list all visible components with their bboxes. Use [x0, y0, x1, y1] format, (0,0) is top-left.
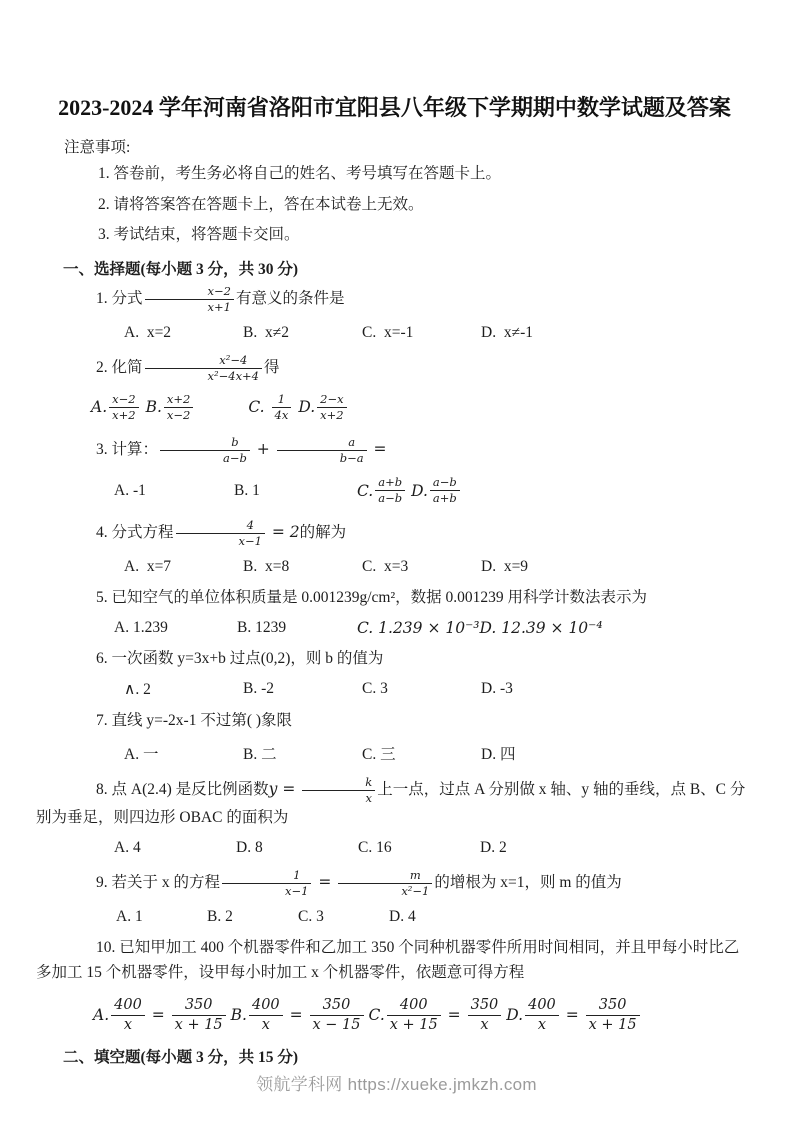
text: B. 二: [243, 745, 277, 763]
question-4-option-4: [481, 558, 528, 576]
math-text: =: [368, 439, 387, 458]
question-1-option-2: [243, 324, 362, 342]
question-8-option-4: [480, 839, 507, 857]
question-3-option-4: [411, 474, 462, 507]
question-6-option-2: [243, 680, 362, 698]
question-3-stem: [36, 434, 753, 467]
question-3-options: [36, 474, 753, 507]
math-text: C.: [368, 1006, 385, 1025]
text: B. 1239: [237, 619, 287, 636]
question-1: [36, 283, 753, 342]
question-1-option-3: [362, 324, 481, 342]
question-10-option-4: [506, 995, 641, 1036]
question-2-options: [36, 391, 753, 424]
text: 3. 计算：: [96, 440, 159, 458]
text: B. 2: [207, 908, 233, 926]
question-10-stem: [36, 936, 753, 986]
question-2-option-4: [298, 391, 348, 424]
text: A. x=2: [124, 323, 172, 341]
text: D. 8: [236, 839, 263, 857]
text: C. 16: [358, 839, 392, 857]
notice-item-2: 2. 请将答案答在答题卡上，答在本试卷上无效。: [98, 195, 424, 213]
math-text: C. 1.239 × 10⁻³: [357, 619, 480, 637]
question-8: [36, 774, 753, 858]
fraction: $\frac{400}{x + 15}$: [387, 996, 441, 1035]
question-10-options: [36, 995, 753, 1036]
question-2-option-1: [91, 391, 141, 424]
question-4-option-1: [124, 558, 243, 576]
text: A. 1.239: [114, 619, 168, 636]
question-10-option-3: [369, 995, 504, 1036]
question-8-stem: [36, 774, 753, 832]
question-6-option-3: [362, 680, 481, 698]
math-text: C.: [248, 398, 270, 417]
question-8-options: [36, 839, 753, 857]
question-5-option-4: [480, 619, 603, 637]
text: C. 三: [362, 745, 396, 763]
question-6-option-1: [124, 680, 243, 699]
text: B. x=8: [243, 558, 290, 576]
math-text: =: [313, 873, 337, 892]
fraction: $\frac{1}{x-1}$: [222, 868, 311, 899]
math-text: A.: [91, 398, 108, 417]
fraction: $\frac{400}{x}$: [111, 996, 145, 1035]
text: B. 1: [234, 481, 260, 499]
question-7: [36, 709, 753, 764]
text: D. 四: [481, 745, 516, 763]
text: A. x=7: [124, 558, 172, 576]
question-10-option-1: [93, 995, 228, 1036]
question-5-option-3: [357, 619, 480, 637]
question-5-options: [36, 619, 753, 637]
fraction: $\frac{350}{x}$: [468, 996, 502, 1035]
section-heading-choice: 一、选择题(每小题 3 分，共 30 分): [63, 260, 299, 278]
question-6-options: [36, 680, 753, 699]
text: D. 2: [480, 839, 507, 857]
question-2-stem: [36, 352, 753, 385]
text: 7. 直线 y=-2x-1 不过第( )象限: [96, 711, 293, 729]
fraction: $\frac{2-x}{x+2}$: [317, 392, 346, 423]
question-3-option-3: [357, 474, 407, 507]
question-7-option-3: [362, 742, 481, 764]
math-text: A.: [93, 1006, 110, 1025]
math-text: D. 12.39 × 10⁻⁴: [479, 619, 603, 637]
fraction: $\frac{\text{x²−4}}{\text{x²−4x+4}}$: [145, 353, 263, 384]
fraction: $\frac{4}{x-1}$: [176, 518, 265, 549]
text: D. -3: [481, 680, 513, 698]
text: 4. 分式方程: [96, 524, 174, 542]
question-10-option-2: [231, 995, 366, 1036]
question-10: [36, 936, 753, 1035]
question-7-options: [36, 742, 753, 764]
question-8-option-2: [236, 839, 358, 857]
question-6-stem: [36, 647, 753, 672]
question-8-option-3: [358, 839, 480, 857]
question-5: [36, 586, 753, 637]
fraction: $\frac{x+2}{x-2}$: [164, 392, 193, 423]
math-text: =: [442, 1006, 466, 1025]
text: 1. 分式: [96, 289, 143, 307]
math-text: +: [251, 439, 275, 458]
question-7-option-4: [481, 742, 515, 764]
question-3-option-1: [114, 482, 234, 500]
question-9-option-3: [298, 908, 389, 926]
text: 2. 化简: [96, 358, 143, 376]
text: 10. 已知甲加工 400 个机器零件和乙加工 350 个同种机器零件所用时间相同，并且甲每小时比乙多加工 15 个机器零件，设甲每小时加工 x 个机器零件，依题意可得方程: [36, 939, 740, 981]
question-3: [36, 434, 753, 508]
math-text: B.: [230, 1006, 247, 1025]
text: A. 一: [124, 745, 159, 763]
question-4-option-2: [243, 558, 362, 576]
section-heading-fill: 二、填空题(每小题 3 分，共 15 分): [63, 1049, 299, 1067]
question-4-option-3: [362, 558, 481, 576]
question-5-stem: [36, 586, 753, 611]
fraction: $\frac{350}{x + 15}$: [172, 996, 226, 1035]
question-5-option-2: [237, 619, 357, 637]
math-text: C.: [357, 481, 374, 500]
text: 9. 若关于 x 的方程: [96, 874, 221, 892]
text: ∧. 2: [124, 680, 151, 698]
math-text: D.: [298, 398, 316, 417]
question-4: [36, 517, 753, 576]
question-1-option-4: [481, 324, 533, 342]
question-2: [36, 352, 753, 424]
notice-item-3: 3. 考试结束，将答题卡交回。: [98, 225, 300, 243]
math-text: =: [146, 1006, 170, 1025]
fraction: $\frac{350}{x + 15}$: [586, 996, 640, 1035]
text: D. 4: [389, 908, 416, 926]
text: C. 3: [362, 680, 388, 698]
question-1-stem: [36, 283, 753, 316]
math-text: D.: [411, 481, 428, 500]
fraction: $\frac{a-b}{a+b}$: [430, 475, 460, 506]
text: D. x≠-1: [481, 323, 533, 341]
fraction: $\frac{1}{4x}$: [272, 392, 292, 423]
question-6-option-4: [481, 680, 513, 698]
question-9-stem: [36, 867, 753, 900]
fraction: $\frac{400}{x}$: [249, 996, 283, 1035]
text: C. x=3: [362, 558, 409, 576]
page-title: 2023-2024 学年河南省洛阳市宜阳县八年级下学期期中数学试题及答案: [58, 95, 731, 120]
question-9-option-4: [389, 908, 416, 926]
fraction: $\frac{350}{x - 15}$: [310, 996, 364, 1035]
fraction: $\frac{a}{b-a}$: [277, 435, 367, 466]
questions: [36, 283, 753, 1035]
notice-heading: 注意事项:: [64, 139, 131, 157]
text: A. 1: [116, 908, 143, 926]
question-2-option-2: [146, 391, 196, 424]
question-9-option-2: [207, 908, 298, 926]
question-9: [36, 867, 753, 926]
math-text: =: [560, 1006, 584, 1025]
text: 得: [264, 358, 280, 376]
fraction: $\frac{m}{\text{x²−1}}$: [338, 868, 432, 899]
question-4-options: [36, 558, 753, 576]
text: 有意义的条件是: [235, 289, 345, 307]
question-5-option-1: [114, 619, 237, 637]
question-9-options: [36, 908, 753, 926]
question-8-option-1: [114, 839, 236, 857]
fraction: $\frac{k}{x}$: [302, 775, 375, 806]
fraction: $\frac{x-2}{x+1}$: [145, 284, 234, 315]
text: 上一点，过点 A 分别做 x 轴、y 轴的垂线，点 B、C 分别为垂足，则四边形 OBAC 的面积为: [36, 780, 746, 827]
text: 5. 已知空气的单位体积质量是 0.001239g/cm²，数据 0.001239 用科学计数法表示为: [96, 589, 648, 607]
text: 的解为: [299, 524, 347, 542]
fraction: $\frac{a+b}{a-b}$: [375, 475, 405, 506]
math-text: y =: [268, 779, 301, 798]
text: 8. 点 A(2.4) 是反比例函数: [96, 780, 269, 798]
math-text: =: [284, 1006, 308, 1025]
fraction: $\frac{x-2}{x+2}$: [109, 392, 138, 423]
question-1-options: [36, 324, 753, 342]
text: 的增根为 x=1，则 m 的值为: [434, 874, 622, 892]
text: D. x=9: [481, 558, 529, 576]
text: 6. 一次函数 y=3x+b 过点(0,2)，则 b 的值为: [96, 650, 384, 667]
text: B. x≠2: [243, 323, 289, 341]
question-7-option-1: [124, 742, 243, 764]
math-text: B.: [145, 398, 162, 417]
notice-item-1: 1. 答卷前，考生务必将自己的姓名、考号填写在答题卡上。: [98, 165, 502, 183]
text: C. 3: [298, 908, 324, 926]
text: C. x=-1: [362, 323, 414, 341]
text: A. -1: [114, 481, 146, 499]
question-7-option-2: [243, 742, 362, 764]
fraction: $\frac{b}{a-b}$: [160, 435, 250, 466]
question-2-option-3: [248, 391, 293, 424]
question-9-option-1: [116, 908, 207, 926]
question-6: [36, 647, 753, 699]
text: A. 4: [114, 839, 141, 857]
question-1-option-1: [124, 324, 243, 342]
math-text: = 2: [266, 523, 300, 542]
footer-watermark: 领航学科网 https://xueke.jmkzh.com: [256, 1075, 537, 1094]
fraction: $\frac{400}{x}$: [525, 996, 559, 1035]
text: B. -2: [243, 680, 274, 698]
question-3-option-2: [234, 482, 357, 500]
question-4-stem: [36, 517, 753, 550]
question-7-stem: [36, 709, 753, 734]
math-text: D.: [506, 1006, 524, 1025]
